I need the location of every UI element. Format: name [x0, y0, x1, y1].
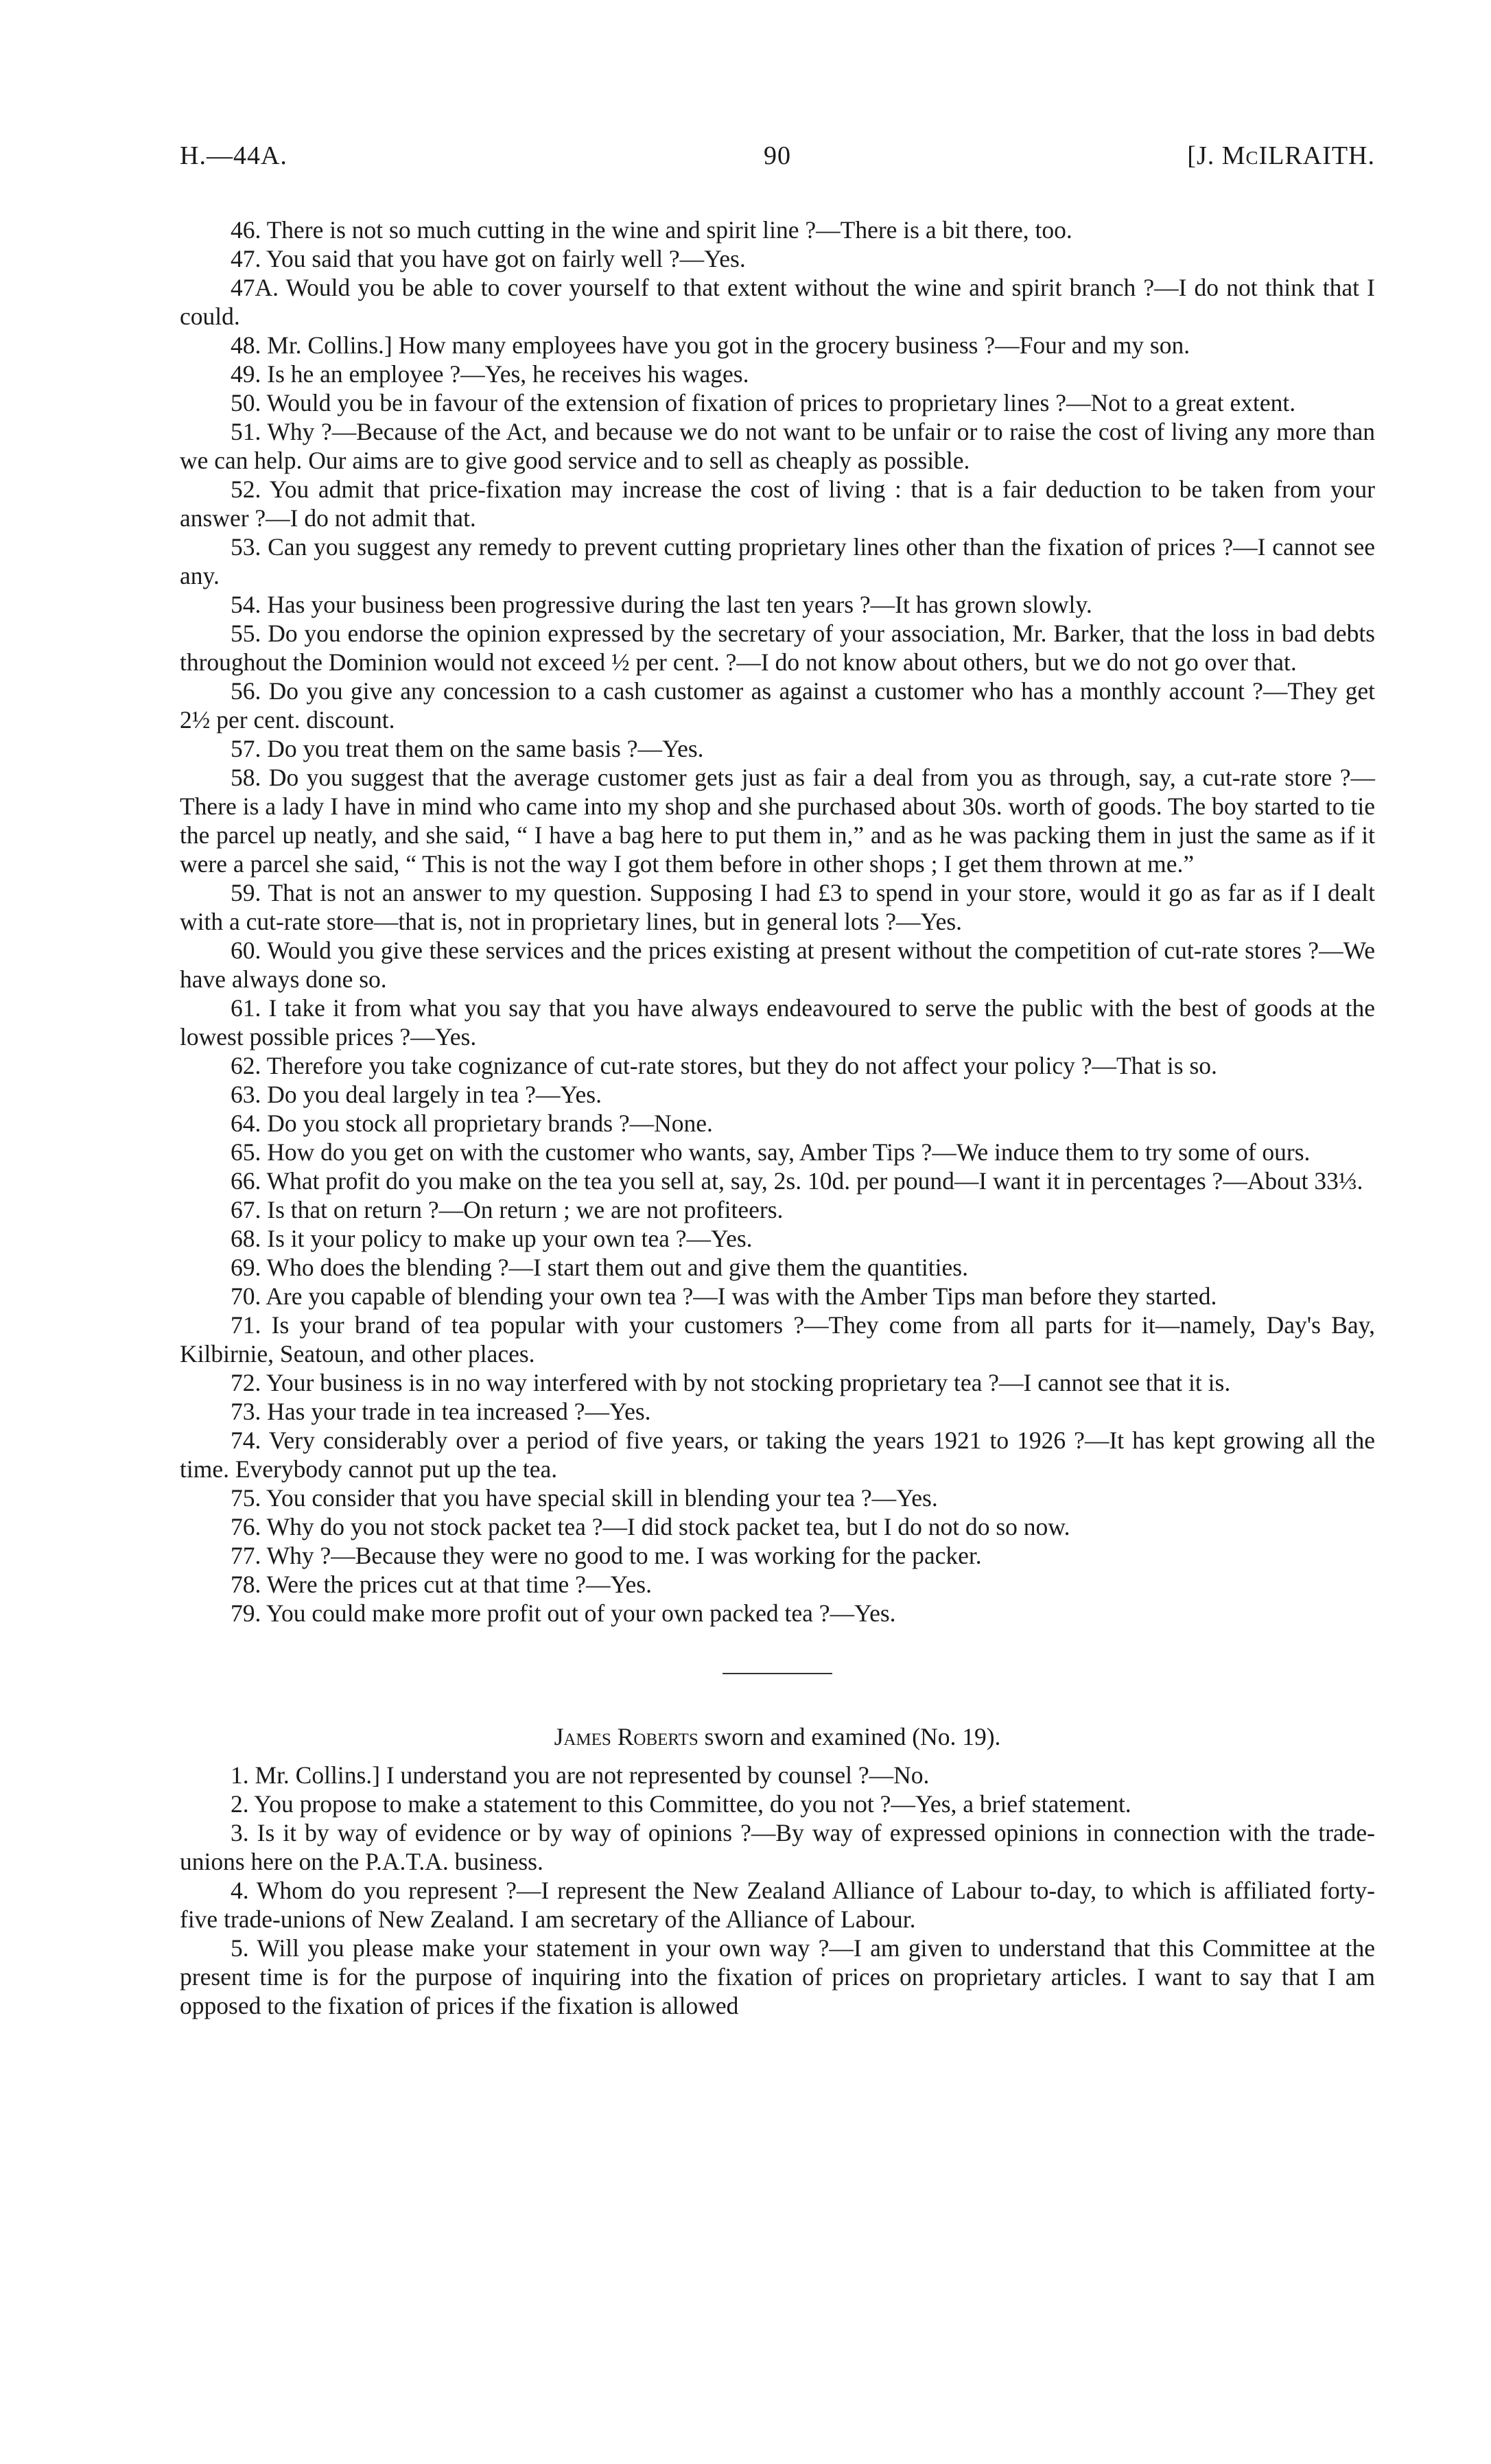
section-title-rest: sworn and examined (No. 19). [698, 1723, 1001, 1750]
question-paragraph: 53. Can you suggest any remedy to prevent cutting proprietary lines other than the fixation of prices ?—I cannot see any. [180, 533, 1375, 589]
question-paragraph: 73. Has your trade in tea increased ?—Yes. [231, 1398, 651, 1425]
question-paragraph: 49. Is he an employee ?—Yes, he receives his wages. [231, 360, 749, 388]
question-paragraph: 66. What profit do you make on the tea you sell at, say, 2s. 10d. per pound—I want it in percentages ?—About 33⅓. [231, 1167, 1363, 1195]
section-title-name: James Roberts [554, 1723, 698, 1750]
question-paragraph: 78. Were the prices cut at that time ?—Yes. [231, 1571, 652, 1598]
section-title [180, 1722, 1375, 1751]
question-paragraph: 1. Mr. Collins.] I understand you are not represented by counsel ?—No. [231, 1761, 930, 1789]
question-list [180, 215, 1375, 1628]
section-question-list [180, 1761, 1375, 2020]
question-paragraph: 50. Would you be in favour of the extension of fixation of prices to proprietary lines ?—Not to a great extent. [231, 389, 1296, 416]
question-paragraph: 62. Therefore you take cognizance of cut-rate stores, but they do not affect your policy ?—That is so. [231, 1052, 1217, 1079]
question-paragraph: 67. Is that on return ?—On return ; we are not profiteers. [231, 1196, 784, 1223]
question-paragraph: 69. Who does the blending ?—I start them out and give them the quantities. [231, 1254, 968, 1281]
question-paragraph: 54. Has your business been progressive during the last ten years ?—It has grown slowly. [231, 591, 1092, 618]
question-paragraph: 61. I take it from what you say that you have always endeavoured to serve the public with the best of goods at the lowest possible prices ?—Yes. [180, 994, 1375, 1051]
question-paragraph: 2. You propose to make a statement to this Committee, do you not ?—Yes, a brief statement. [231, 1790, 1131, 1818]
question-paragraph: 55. Do you endorse the opinion expressed by the secretary of your association, Mr. Barker, that the loss in bad debts throughout the Dominion would not exceed ½ per cent. ?—I do not know about others, but we do not go over that. [180, 620, 1375, 676]
question-paragraph: 56. Do you give any concession to a cash customer as against a customer who has a monthly account ?—They get 2½ per cent. discount. [180, 677, 1375, 734]
question-paragraph: 68. Is it your policy to make up your own tea ?—Yes. [231, 1225, 753, 1252]
question-paragraph: 79. You could make more profit out of your own packed tea ?—Yes. [231, 1599, 896, 1627]
question-paragraph: 71. Is your brand of tea popular with your customers ?—They come from all parts for it—namely, Day's Bay, Kilbirnie, Seatoun, and other places. [180, 1311, 1375, 1368]
question-paragraph: 47. You said that you have got on fairly well ?—Yes. [231, 245, 746, 272]
question-paragraph: 63. Do you deal largely in tea ?—Yes. [231, 1081, 602, 1108]
question-paragraph: 3. Is it by way of evidence or by way of opinions ?—By way of expressed opinions in connection with the trade-unions here on the P.A.T.A. business. [180, 1819, 1375, 1875]
question-paragraph: 52. You admit that price-fixation may increase the cost of living : that is a fair deduction to be taken from your answer ?—I do not admit that. [180, 476, 1375, 532]
witness-name: [J. McILRAITH. [1187, 141, 1375, 170]
question-paragraph: 48. Mr. Collins.] How many employees have you got in the grocery business ?—Four and my son. [231, 331, 1190, 359]
section-divider [723, 1673, 832, 1674]
question-paragraph: 72. Your business is in no way interfered with by not stocking proprietary tea ?—I cannot see that it is. [231, 1369, 1231, 1396]
question-paragraph: 46. There is not so much cutting in the wine and spirit line ?—There is a bit there, too. [231, 216, 1072, 244]
question-paragraph: 75. You consider that you have special skill in blending your tea ?—Yes. [231, 1484, 938, 1512]
question-paragraph: 77. Why ?—Because they were no good to me. I was working for the packer. [231, 1542, 982, 1569]
question-paragraph: 51. Why ?—Because of the Act, and because we do not want to be unfair or to raise the cost of living any more than we can help. Our aims are to give good service and to sell as cheaply as possible. [180, 418, 1375, 474]
question-paragraph: 65. How do you get on with the customer who wants, say, Amber Tips ?—We induce them to try some of ours. [231, 1138, 1311, 1166]
question-paragraph: 58. Do you suggest that the average customer gets just as fair a deal from you as through, say, a cut-rate store ?—There is a lady I have in mind who came into my shop and she purchased about 30s. worth of goods. The boy started to tie the parcel up neatly, and she said, “ I have a bag here to put them in,” and as he was packing them in just the same as if it were a parcel she said, “ This is not the way I got them before in other shops ; I get them thrown at me.” [180, 764, 1375, 878]
question-paragraph: 4. Whom do you represent ?—I represent the New Zealand Alliance of Labour to-day, to which is affiliated forty-five trade-unions of New Zealand. I am secretary of the Alliance of Labour. [180, 1877, 1375, 1933]
question-paragraph: 5. Will you please make your statement in your own way ?—I am given to understand that this Committee at the present time is for the purpose of inquiring into the fixation of prices on proprietary articles. I want to say that I am opposed to the fixation of prices if the fixation is allowed [180, 1934, 1375, 2019]
document-body [180, 215, 1375, 2020]
question-paragraph: 76. Why do you not stock packet tea ?—I did stock packet tea, but I do not do so now. [231, 1513, 1070, 1540]
question-paragraph: 64. Do you stock all proprietary brands ?—None. [231, 1110, 713, 1137]
question-paragraph: 47A. Would you be able to cover yourself to that extent without the wine and spirit branch ?—I do not think that I could. [180, 274, 1375, 330]
document-reference: H.—44A. [180, 141, 287, 170]
page-header [180, 141, 1375, 182]
question-paragraph: 59. That is not an answer to my question. Supposing I had £3 to spend in your store, would it go as far as if I dealt with a cut-rate store—that is, not in proprietary lines, but in general lots ?—Yes. [180, 879, 1375, 935]
question-paragraph: 74. Very considerably over a period of five years, or taking the years 1921 to 1926 ?—It has kept growing all the time. Everybody cannot put up the tea. [180, 1427, 1375, 1483]
question-paragraph: 60. Would you give these services and the prices existing at present without the competition of cut-rate stores ?—We have always done so. [180, 937, 1375, 993]
question-paragraph: 57. Do you treat them on the same basis ?—Yes. [231, 735, 704, 762]
page-number: 90 [764, 141, 791, 170]
question-paragraph: 70. Are you capable of blending your own tea ?—I was with the Amber Tips man before they started. [231, 1282, 1217, 1310]
